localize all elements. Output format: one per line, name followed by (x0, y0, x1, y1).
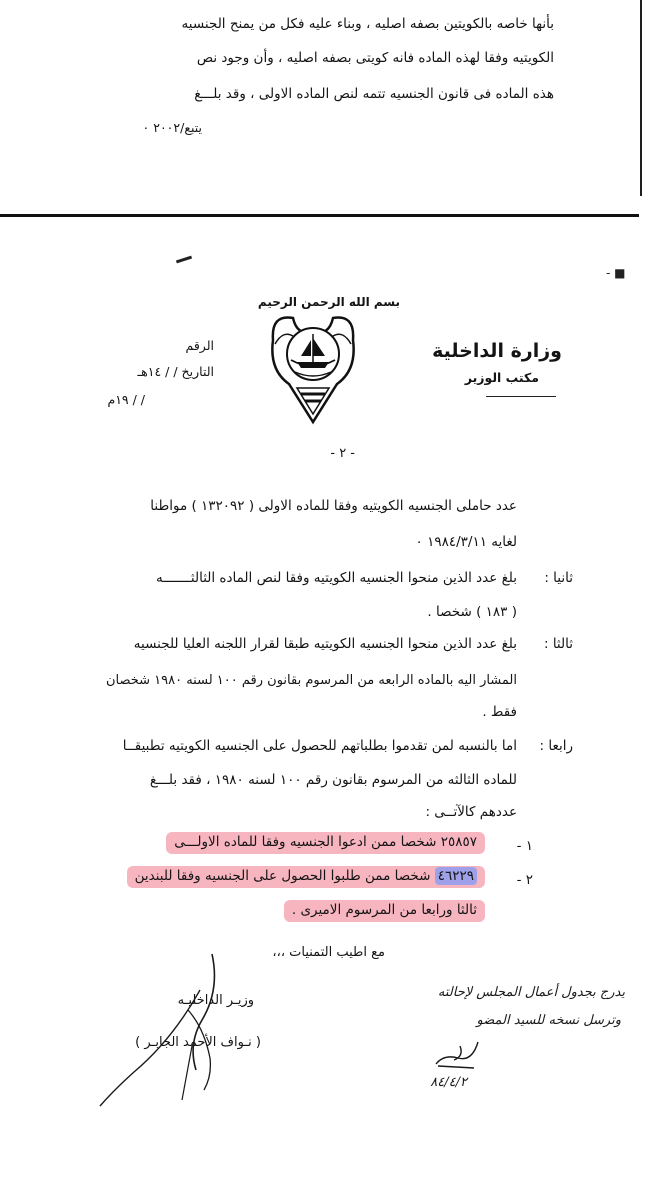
fourth-line-3: عددهم كالآتــى : (425, 804, 517, 820)
section-fourth-label: رابعا : (539, 738, 573, 754)
minister-name: ( نـواف الأحمد الجابـر ) (135, 1035, 261, 1050)
page-number: - ٢ - (330, 446, 355, 461)
item-1-text: شخصا ممن ادعوا الجنسيه وفقا للماده الاولـــى (174, 834, 437, 850)
intro-line-1: عدد حاملى الجنسيه الكويتيه وفقا للماده الاولى ( ١٣٢٠٩٢ ) مواطنا (150, 498, 517, 514)
gregorian-date: / / ١٩م (107, 392, 145, 407)
item-2-highlight (127, 866, 485, 888)
item-2-text: شخصا ممن طلبوا الحصول على الجنسيه وفقا للبندين (134, 868, 431, 884)
minister-office: مكتب الوزير (464, 370, 539, 385)
closing-greeting: مع اطيب التمنيات ،،، (272, 945, 385, 960)
top-line-2: الكويتيه وفقا لهذه الماده فانه كويتى بصفه اصليه ، وأن وجود نص (196, 50, 554, 66)
handwritten-date: ٨٤/٤/٢ (430, 1075, 467, 1090)
item-2-number: ٤٦٢٢٩ (435, 867, 477, 885)
top-line-1: بأنها خاصه بالكويتين بصفه اصليه ، وبناء عليه فكل من يمنح الجنسيه (181, 16, 554, 32)
fourth-line-2: للماده الثالثه من المرسوم بقانون رقم ١٠٠ لسنه ١٩٨٠ ، فقد بلـــغ (149, 772, 517, 788)
item-1-number: ٢٥٨٥٧ (440, 834, 477, 850)
ministry-name: وزارة الداخلية (432, 340, 562, 362)
item-1-label: ١ - (516, 838, 533, 854)
stray-mark: - ■ (606, 266, 626, 280)
handwritten-initials (428, 1036, 484, 1070)
handwritten-note-line-1: يدرج بجدول أعمال المجلس لإحالته (437, 985, 625, 1000)
third-line-2: المشار اليه بالماده الرابعه من المرسوم بقانون رقم ١٠٠ لسنه ١٩٨٠ شخصان (105, 673, 517, 688)
intro-line-2: لغايه ١٩٨٤/٣/١١ ٠ (415, 534, 517, 550)
previous-page-fragment (18, 0, 642, 198)
third-line-1: بلغ عدد الذين منحوا الجنسيه الكويتيه طبقا لقرار اللجنه العليا للجنسيه (133, 636, 517, 652)
second-line-2: ( ١٨٣ ) شخصا . (427, 604, 517, 620)
item-2-continuation: ثالثا ورابعا من المرسوم الاميرى . (284, 900, 485, 922)
kuwait-state-emblem (267, 310, 359, 426)
basmala: بسم الله الرحمن الرحيم (257, 295, 400, 309)
handwritten-note-line-2: وترسل نسخه للسيد المضو (476, 1013, 621, 1028)
item-2-label: ٢ - (516, 872, 533, 888)
minister-signature (92, 950, 242, 1110)
top-line-3: هذه الماده فى قانون الجنسيه تتمه لنص الماده الاولى ، وقد بلـــغ (194, 86, 554, 102)
section-second-label: ثانيا : (544, 570, 573, 586)
fourth-line-1: اما بالنسبه لمن تقدموا بطلباتهم للحصول على الجنسيه الكويتيه تطبيقــا (122, 738, 517, 754)
minister-title: وزيـر الداخليـه (177, 993, 254, 1008)
section-third-label: ثالثا : (543, 636, 573, 652)
item-1-highlight (166, 832, 485, 854)
header-underline (486, 396, 556, 397)
second-line-1: بلغ عدد الذين منحوا الجنسيه الكويتيه وفقا لنص الماده الثالثـــــــه (155, 570, 517, 586)
hijri-date: التاريخ / / ١٤هـ (137, 364, 214, 379)
reference-number-label: الرقم (185, 338, 214, 353)
third-line-3: فقط . (482, 704, 517, 720)
top-continuation: يتبع/٢٠٠٢ ٠ (142, 120, 202, 135)
